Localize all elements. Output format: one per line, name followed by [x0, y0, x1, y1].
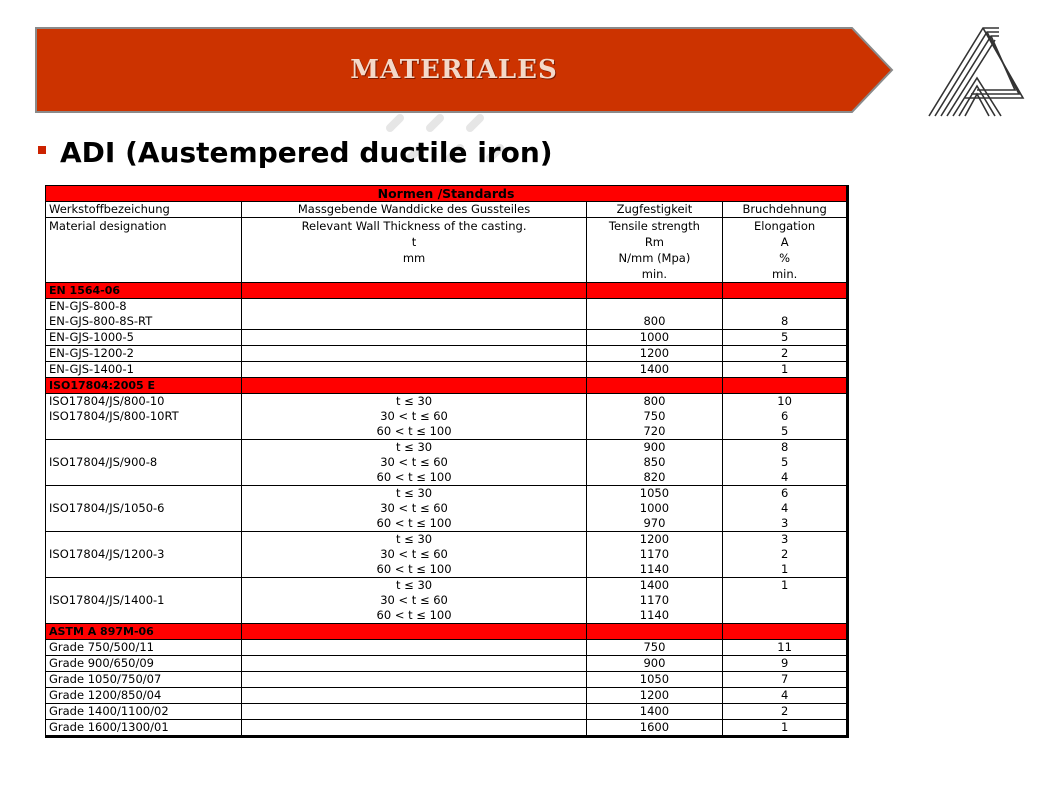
thickness-cell: t ≤ 30	[242, 440, 586, 456]
elongation-cell: 1	[723, 362, 848, 378]
header-line: A	[780, 235, 789, 249]
thickness-cell: 30 < t ≤ 60	[242, 409, 586, 424]
elongation-cell: 9	[723, 656, 848, 672]
material-cell: ISO17804/JS/1400-1	[46, 578, 242, 624]
section-cell	[586, 283, 723, 299]
table-row	[46, 330, 848, 346]
header-line: Rm	[644, 235, 665, 249]
section-label: EN 1564-06	[46, 283, 242, 299]
thickness-cell: 30 < t ≤ 60	[242, 547, 586, 562]
elongation-cell: 5	[723, 455, 848, 470]
strength-cell: 720	[586, 424, 723, 440]
thickness-cell	[242, 314, 586, 330]
thickness-cell: t ≤ 30	[242, 486, 586, 502]
header-line: Relevant Wall Thickness of the casting.	[301, 219, 527, 233]
material-cell: Grade 900/650/09	[46, 656, 242, 672]
material-cell: Grade 1050/750/07	[46, 672, 242, 688]
table-row	[46, 394, 848, 410]
table-row	[46, 688, 848, 704]
elongation-cell: 1	[723, 720, 848, 737]
strength-cell: 1140	[586, 562, 723, 578]
elongation-cell: 6	[723, 409, 848, 424]
table-row	[46, 440, 848, 456]
material-cell: Grade 1600/1300/01	[46, 720, 242, 737]
section-cell	[242, 624, 586, 640]
material-cell: Grade 750/500/11	[46, 640, 242, 656]
material-cell: ISO17804/JS/800-10	[46, 394, 242, 410]
header-line: mm	[402, 251, 426, 265]
table-row	[46, 299, 848, 315]
material-cell	[46, 424, 242, 440]
strength-cell: 750	[586, 409, 723, 424]
table-row	[46, 656, 848, 672]
elongation-cell: 8	[723, 314, 848, 330]
strength-cell: 800	[586, 314, 723, 330]
thickness-cell: 60 < t ≤ 100	[242, 424, 586, 440]
elongation-cell: 4	[723, 688, 848, 704]
slide-subtitle	[38, 136, 553, 169]
table-row	[46, 720, 848, 737]
header-cell	[586, 218, 723, 283]
thickness-cell	[242, 346, 586, 362]
section-cell	[723, 378, 848, 394]
material-cell: ISO17804/JS/900-8	[46, 440, 242, 486]
company-logo-icon	[925, 24, 1025, 120]
thickness-cell: 60 < t ≤ 100	[242, 562, 586, 578]
section-cell	[723, 283, 848, 299]
strength-cell: 1170	[586, 593, 723, 608]
section-cell	[586, 378, 723, 394]
table-row	[46, 640, 848, 656]
elongation-cell: 3	[723, 516, 848, 532]
table-row	[46, 704, 848, 720]
material-cell: ISO17804/JS/1200-3	[46, 532, 242, 578]
section-label: ASTM A 897M-06	[46, 624, 242, 640]
banner-title: MATERIALES	[350, 55, 558, 85]
thickness-cell: t ≤ 30	[242, 532, 586, 548]
table-row	[46, 672, 848, 688]
standards-table	[45, 185, 849, 738]
thickness-cell: 30 < t ≤ 60	[242, 455, 586, 470]
section-label: ISO17804:2005 E	[46, 378, 242, 394]
header-line: N/mm (Mpa)	[618, 251, 691, 265]
material-cell: EN-GJS-1000-5	[46, 330, 242, 346]
section-cell	[242, 378, 586, 394]
strength-cell: 1200	[586, 688, 723, 704]
section-cell	[723, 624, 848, 640]
strength-cell: 970	[586, 516, 723, 532]
thickness-cell	[242, 656, 586, 672]
header-line: Elongation	[754, 219, 816, 233]
elongation-cell: 2	[723, 346, 848, 362]
strength-cell: 1400	[586, 704, 723, 720]
thickness-cell: 60 < t ≤ 100	[242, 470, 586, 486]
square-bullet-icon	[38, 146, 46, 154]
strength-cell	[586, 299, 723, 315]
strength-cell: 900	[586, 440, 723, 456]
header-cell: Massgebende Wanddicke des Gussteiles	[242, 202, 586, 218]
header-row-english	[46, 218, 848, 283]
strength-cell: 850	[586, 455, 723, 470]
thickness-cell: 60 < t ≤ 100	[242, 608, 586, 624]
material-cell: ISO17804/JS/1050-6	[46, 486, 242, 532]
strength-cell: 1050	[586, 672, 723, 688]
thickness-cell	[242, 640, 586, 656]
strength-cell: 1170	[586, 547, 723, 562]
thickness-cell	[242, 720, 586, 737]
strength-cell: 800	[586, 394, 723, 410]
table-row	[46, 346, 848, 362]
elongation-cell: 5	[723, 424, 848, 440]
strength-cell: 900	[586, 656, 723, 672]
section-cell	[586, 624, 723, 640]
table-title: Normen /Standards	[46, 186, 848, 202]
strength-cell: 1200	[586, 532, 723, 548]
thickness-cell	[242, 299, 586, 315]
elongation-cell: 3	[723, 532, 848, 548]
section-row-astm	[46, 624, 848, 640]
section-row-en1564	[46, 283, 848, 299]
header-line: Tensile strength	[608, 219, 700, 233]
elongation-cell: 1	[723, 562, 848, 578]
header-cell: Zugfestigkeit	[586, 202, 723, 218]
material-cell: Grade 1400/1100/02	[46, 704, 242, 720]
strength-cell: 1600	[586, 720, 723, 737]
strength-cell: 750	[586, 640, 723, 656]
thickness-cell: t ≤ 30	[242, 578, 586, 594]
header-line: %	[779, 251, 791, 265]
thickness-cell: 30 < t ≤ 60	[242, 501, 586, 516]
thickness-cell: 60 < t ≤ 100	[242, 516, 586, 532]
header-line: min.	[641, 267, 668, 281]
thickness-cell	[242, 330, 586, 346]
thickness-cell	[242, 704, 586, 720]
subtitle-text: ADI (Austempered ductile iron)	[60, 136, 553, 169]
strength-cell: 1050	[586, 486, 723, 502]
elongation-cell	[723, 593, 848, 608]
elongation-cell: 8	[723, 440, 848, 456]
header-line: Material designation	[49, 219, 167, 233]
header-line: min.	[771, 267, 798, 281]
header-cell	[46, 218, 242, 283]
strength-cell: 1200	[586, 346, 723, 362]
strength-cell: 1400	[586, 362, 723, 378]
thickness-cell	[242, 362, 586, 378]
elongation-cell: 5	[723, 330, 848, 346]
section-cell	[242, 283, 586, 299]
table-row	[46, 578, 848, 594]
table-row	[46, 362, 848, 378]
header-cell: Werkstoffbezeichung	[46, 202, 242, 218]
elongation-cell: 7	[723, 672, 848, 688]
material-cell: EN-GJS-1200-2	[46, 346, 242, 362]
table-row	[46, 424, 848, 440]
material-cell: ISO17804/JS/800-10RT	[46, 409, 242, 424]
elongation-cell: 1	[723, 578, 848, 594]
elongation-cell: 4	[723, 470, 848, 486]
material-cell: EN-GJS-800-8	[46, 299, 242, 315]
strength-cell: 820	[586, 470, 723, 486]
header-cell	[242, 218, 586, 283]
header-line: t	[411, 235, 417, 249]
table-row	[46, 409, 848, 424]
table-row	[46, 486, 848, 502]
table-row	[46, 314, 848, 330]
header-cell: Bruchdehnung	[723, 202, 848, 218]
thickness-cell: t ≤ 30	[242, 394, 586, 410]
title-banner	[34, 26, 894, 114]
thickness-cell	[242, 688, 586, 704]
elongation-cell: 6	[723, 486, 848, 502]
material-cell: Grade 1200/850/04	[46, 688, 242, 704]
thickness-cell	[242, 672, 586, 688]
table-title-row	[46, 186, 848, 202]
header-row-german	[46, 202, 848, 218]
elongation-cell: 10	[723, 394, 848, 410]
strength-cell: 1400	[586, 578, 723, 594]
thickness-cell: 30 < t ≤ 60	[242, 593, 586, 608]
material-cell: EN-GJS-800-8S-RT	[46, 314, 242, 330]
strength-cell: 1140	[586, 608, 723, 624]
elongation-cell: 2	[723, 704, 848, 720]
strength-cell: 1000	[586, 501, 723, 516]
elongation-cell: 11	[723, 640, 848, 656]
section-row-iso17804	[46, 378, 848, 394]
elongation-cell: 4	[723, 501, 848, 516]
elongation-cell: 2	[723, 547, 848, 562]
strength-cell: 1000	[586, 330, 723, 346]
table-row	[46, 532, 848, 548]
header-cell	[723, 218, 848, 283]
material-cell: EN-GJS-1400-1	[46, 362, 242, 378]
elongation-cell	[723, 608, 848, 624]
elongation-cell	[723, 299, 848, 315]
